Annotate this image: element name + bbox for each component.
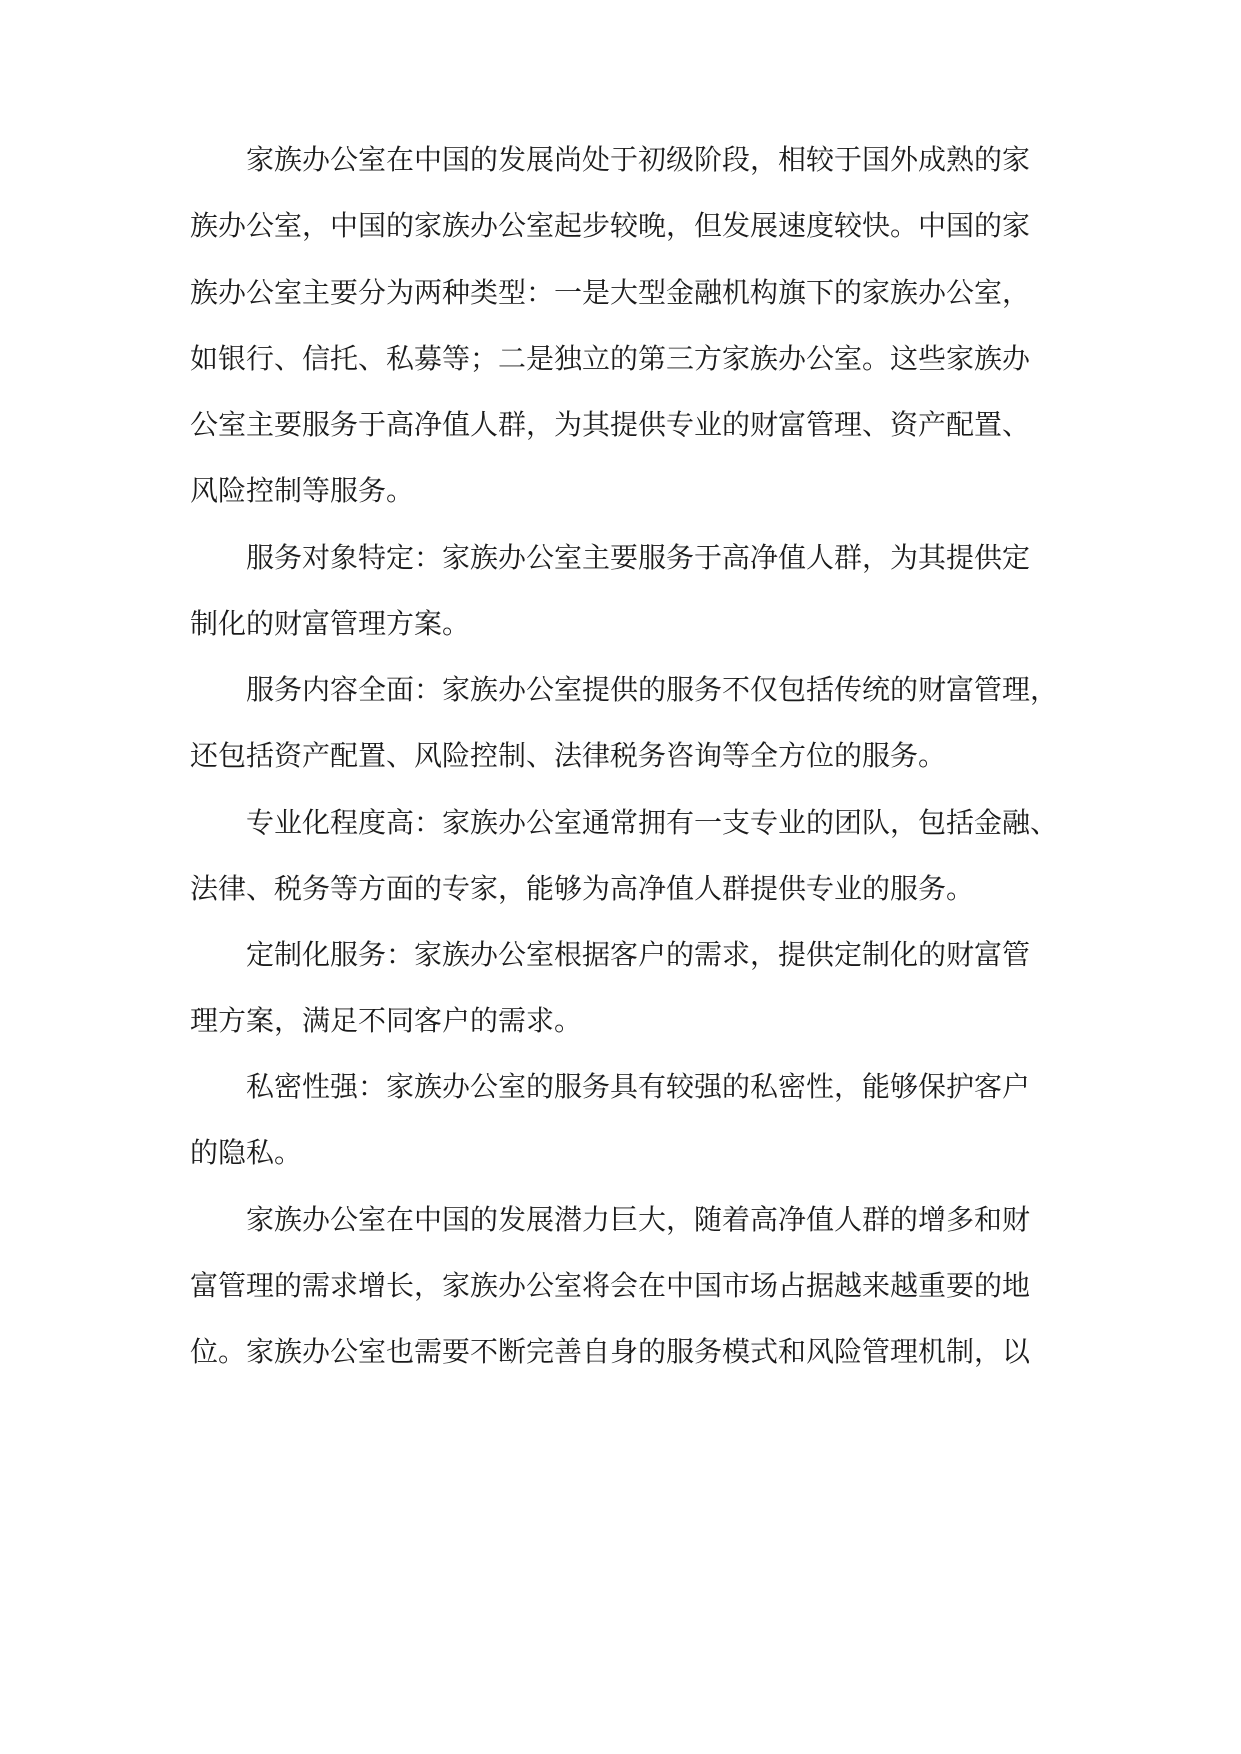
paragraph-2-line-2: 制化的财富管理方案。 bbox=[190, 607, 471, 640]
paragraph-1-line-5: 公室主要服务于高净值人群，为其提供专业的财富管理、资产配置、 bbox=[190, 408, 1031, 441]
paragraph-6-line-1: 私密性强：家族办公室的服务具有较强的私密性，能够保护客户 bbox=[246, 1070, 1031, 1103]
paragraph-1-line-1: 家族办公室在中国的发展尚处于初级阶段，相较于国外成熟的家 bbox=[246, 143, 1031, 176]
paragraph-1-line-3: 族办公室主要分为两种类型：一是大型金融机构旗下的家族办公室， bbox=[190, 276, 1031, 309]
paragraph-5-line-1: 定制化服务：家族办公室根据客户的需求，提供定制化的财富管 bbox=[246, 938, 1031, 971]
paragraph-1-line-6: 风险控制等服务。 bbox=[190, 474, 415, 507]
paragraph-6-line-2: 的隐私。 bbox=[190, 1136, 303, 1169]
paragraph-1-line-2: 族办公室，中国的家族办公室起步较晚，但发展速度较快。中国的家 bbox=[190, 209, 1031, 242]
paragraph-3-line-2: 还包括资产配置、风险控制、法律税务咨询等全方位的服务。 bbox=[190, 739, 947, 772]
paragraph-7-line-2: 富管理的需求增长，家族办公室将会在中国市场占据越来越重要的地 bbox=[190, 1269, 1031, 1302]
paragraph-4-line-1: 专业化程度高：家族办公室通常拥有一支专业的团队，包括金融、 bbox=[246, 806, 1059, 839]
paragraph-1-line-4: 如银行、信托、私募等；二是独立的第三方家族办公室。这些家族办 bbox=[190, 342, 1031, 375]
paragraph-5-line-2: 理方案，满足不同客户的需求。 bbox=[190, 1004, 583, 1037]
paragraph-7-line-1: 家族办公室在中国的发展潜力巨大，随着高净值人群的增多和财 bbox=[246, 1203, 1031, 1236]
paragraph-3-line-1: 服务内容全面：家族办公室提供的服务不仅包括传统的财富管理， bbox=[246, 673, 1059, 706]
paragraph-2-line-1: 服务对象特定：家族办公室主要服务于高净值人群，为其提供定 bbox=[246, 541, 1031, 574]
paragraph-7-line-3: 位。家族办公室也需要不断完善自身的服务模式和风险管理机制，以 bbox=[190, 1335, 1031, 1368]
paragraph-4-line-2: 法律、税务等方面的专家，能够为高净值人群提供专业的服务。 bbox=[190, 872, 975, 905]
